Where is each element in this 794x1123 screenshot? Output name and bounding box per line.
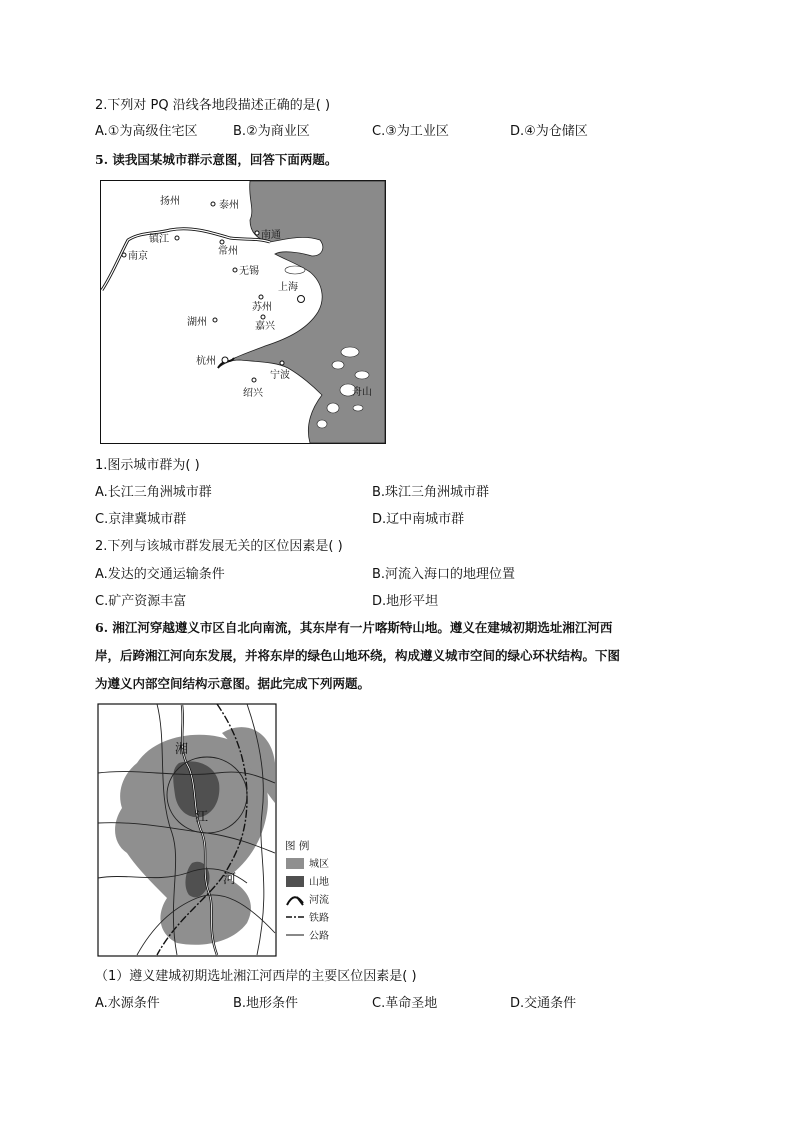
q5-2-option-a: A.发达的交通运输条件	[95, 567, 225, 582]
q2-option-a: A.①为高级住宅区	[95, 124, 198, 139]
city-label: 南京	[128, 251, 148, 262]
city-label: 杭州	[196, 356, 216, 367]
city-label: 镇江	[149, 234, 169, 245]
city-label: 苏州	[252, 302, 272, 313]
q6-text-line-2: 岸，后跨湘江河向东发展，并将东岸的绿色山地环绕，构成遵义城市空间的绿心环状结构。下图	[95, 648, 621, 663]
city-label: 嘉兴	[255, 321, 275, 332]
q5-1-option-d: D.辽中南城市群	[372, 512, 465, 527]
q5-1-stem: 1.图示城市群为( )	[95, 458, 200, 473]
river-char: 河	[223, 872, 237, 887]
city-label: 泰州	[219, 200, 239, 211]
q6-1-stem: （1）遵义建城初期选址湘江河西岸的主要区位因素是( )	[95, 969, 417, 984]
q2-stem: 2.下列对 PQ 沿线各地段描述正确的是( )	[95, 98, 331, 113]
river-char: 湘	[175, 742, 189, 757]
zunyi-structure-map	[97, 703, 347, 957]
q6-text-line-3: 为遵义内部空间结构示意图。据此完成下列两题。	[95, 676, 371, 691]
q6-1-option-d: D.交通条件	[510, 996, 577, 1011]
legend-swatch-mountain	[286, 876, 304, 887]
river-char: 江	[195, 810, 209, 825]
city-label: 上海	[278, 282, 298, 293]
legend-swatch-river	[287, 897, 303, 905]
q5-1-option-b: B.珠江三角洲城市群	[372, 485, 490, 500]
q2-option-c: C.③为工业区	[372, 124, 449, 139]
q5-1-option-c: C.京津冀城市群	[95, 512, 187, 527]
legend-label-railway: 铁路	[309, 913, 329, 924]
city-label: 常州	[218, 246, 238, 257]
q2-option-d: D.④为仓储区	[510, 124, 588, 139]
q5-stem: 5. 读我国某城市群示意图，回答下面两题。	[95, 152, 338, 167]
city-label: 绍兴	[243, 388, 263, 399]
legend-label-urban: 城区	[309, 859, 329, 870]
yangtze-delta-map	[100, 180, 386, 444]
q2-option-b: B.②为商业区	[233, 124, 310, 139]
q5-2-stem: 2.下列与该城市群发展无关的区位因素是( )	[95, 539, 343, 554]
legend-label-river: 河流	[309, 895, 329, 906]
legend-label-mountain: 山地	[309, 877, 329, 888]
city-label: 扬州	[160, 196, 180, 207]
q6-1-option-c: C.革命圣地	[372, 996, 438, 1011]
city-label: 南通	[261, 230, 281, 241]
city-label: 无锡	[239, 266, 259, 277]
q5-2-option-b: B.河流入海口的地理位置	[372, 567, 516, 582]
q5-2-option-c: C.矿产资源丰富	[95, 594, 187, 609]
legend-label-road: 公路	[309, 931, 329, 942]
legend-title: 图 例	[285, 840, 310, 852]
q5-2-option-d: D.地形平坦	[372, 594, 439, 609]
q5-1-option-a: A.长江三角洲城市群	[95, 485, 212, 500]
q6-1-option-b: B.地形条件	[233, 996, 299, 1011]
q6-1-option-a: A.水源条件	[95, 996, 160, 1011]
legend-swatch-urban	[286, 858, 304, 869]
q6-text-line-1: 6. 湘江河穿越遵义市区自北向南流，其东岸有一片喀斯特山地。遵义在建城初期选址湘江河西	[95, 620, 613, 635]
city-label: 舟山	[352, 387, 372, 398]
city-label: 湖州	[187, 317, 207, 328]
city-label: 宁波	[270, 370, 290, 381]
